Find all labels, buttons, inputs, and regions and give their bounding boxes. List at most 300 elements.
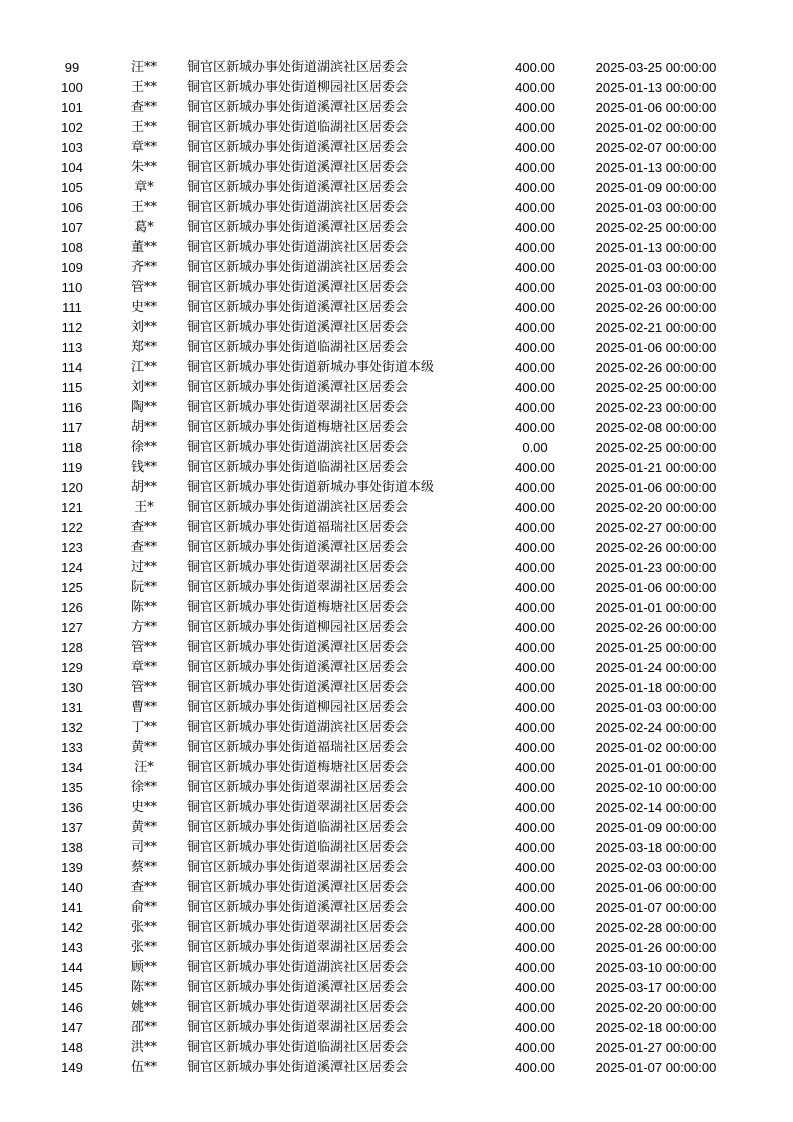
community-committee: 铜官区新城办事处街道柳园社区居委会 xyxy=(187,80,409,95)
recipient-name: 查** xyxy=(130,880,157,895)
amount-value: 400.00 xyxy=(515,180,555,195)
issue-date: 2025-02-25 00:00:00 xyxy=(595,380,717,395)
row-number: 100 xyxy=(61,80,83,95)
recipient-name: 刘** xyxy=(130,320,157,335)
table-row xyxy=(0,658,793,678)
amount-value: 400.00 xyxy=(515,400,555,415)
row-number: 134 xyxy=(61,760,83,775)
community-committee: 铜官区新城办事处街道福瑞社区居委会 xyxy=(187,520,409,535)
community-committee: 铜官区新城办事处街道翠湖社区居委会 xyxy=(187,1020,409,1035)
row-number: 138 xyxy=(61,840,83,855)
table-row xyxy=(0,218,793,238)
issue-date: 2025-02-20 00:00:00 xyxy=(595,500,717,515)
table-row xyxy=(0,298,793,318)
row-number: 149 xyxy=(61,1060,83,1075)
table-row xyxy=(0,358,793,378)
table-row xyxy=(0,398,793,418)
recipient-name: 葛* xyxy=(134,220,154,235)
community-committee: 铜官区新城办事处街道湖滨社区居委会 xyxy=(187,720,409,735)
issue-date: 2025-02-14 00:00:00 xyxy=(595,800,717,815)
community-committee: 铜官区新城办事处街道柳园社区居委会 xyxy=(187,620,409,635)
issue-date: 2025-02-23 00:00:00 xyxy=(595,400,717,415)
recipient-name: 阮** xyxy=(130,580,157,595)
recipient-name: 王** xyxy=(130,120,157,135)
recipient-name: 张** xyxy=(130,940,157,955)
row-number: 113 xyxy=(61,340,83,355)
issue-date: 2025-02-24 00:00:00 xyxy=(595,720,717,735)
row-number: 148 xyxy=(61,1040,83,1055)
community-committee: 铜官区新城办事处街道湖滨社区居委会 xyxy=(187,960,409,975)
row-number: 143 xyxy=(61,940,83,955)
community-committee: 铜官区新城办事处街道湖滨社区居委会 xyxy=(187,240,409,255)
community-committee: 铜官区新城办事处街道湖滨社区居委会 xyxy=(187,60,409,75)
recipient-name: 刘** xyxy=(130,380,157,395)
issue-date: 2025-01-03 00:00:00 xyxy=(595,700,717,715)
community-committee: 铜官区新城办事处街道溪潭社区居委会 xyxy=(187,300,409,315)
issue-date: 2025-01-26 00:00:00 xyxy=(595,940,717,955)
amount-value: 400.00 xyxy=(515,260,555,275)
row-number: 124 xyxy=(61,560,83,575)
table-row xyxy=(0,818,793,838)
community-committee: 铜官区新城办事处街道溪潭社区居委会 xyxy=(187,180,409,195)
amount-value: 400.00 xyxy=(515,600,555,615)
table-row xyxy=(0,998,793,1018)
recipient-name: 管** xyxy=(130,280,157,295)
issue-date: 2025-01-09 00:00:00 xyxy=(595,820,717,835)
issue-date: 2025-01-24 00:00:00 xyxy=(595,660,717,675)
amount-value: 400.00 xyxy=(515,660,555,675)
community-committee: 铜官区新城办事处街道翠湖社区居委会 xyxy=(187,940,409,955)
community-committee: 铜官区新城办事处街道柳园社区居委会 xyxy=(187,700,409,715)
community-committee: 铜官区新城办事处街道溪潭社区居委会 xyxy=(187,660,409,675)
issue-date: 2025-01-01 00:00:00 xyxy=(595,760,717,775)
recipient-name: 章** xyxy=(130,140,157,155)
recipient-name: 过** xyxy=(130,560,157,575)
amount-value: 400.00 xyxy=(515,480,555,495)
amount-value: 400.00 xyxy=(515,540,555,555)
row-number: 126 xyxy=(61,600,83,615)
recipient-name: 胡** xyxy=(130,420,157,435)
table-row xyxy=(0,278,793,298)
row-number: 109 xyxy=(61,260,83,275)
amount-value: 400.00 xyxy=(515,80,555,95)
recipient-name: 胡** xyxy=(130,480,157,495)
community-committee: 铜官区新城办事处街道湖滨社区居委会 xyxy=(187,440,409,455)
community-committee: 铜官区新城办事处街道临湖社区居委会 xyxy=(187,840,409,855)
recipient-name: 董** xyxy=(130,240,157,255)
recipient-name: 姚** xyxy=(130,1000,157,1015)
amount-value: 400.00 xyxy=(515,960,555,975)
table-row xyxy=(0,158,793,178)
community-committee: 铜官区新城办事处街道溪潭社区居委会 xyxy=(187,320,409,335)
amount-value: 400.00 xyxy=(515,320,555,335)
table-row xyxy=(0,138,793,158)
community-committee: 铜官区新城办事处街道湖滨社区居委会 xyxy=(187,500,409,515)
community-committee: 铜官区新城办事处街道溪潭社区居委会 xyxy=(187,280,409,295)
row-number: 128 xyxy=(61,640,83,655)
issue-date: 2025-01-13 00:00:00 xyxy=(595,160,717,175)
community-committee: 铜官区新城办事处街道溪潭社区居委会 xyxy=(187,1060,409,1075)
row-number: 102 xyxy=(61,120,83,135)
amount-value: 400.00 xyxy=(515,700,555,715)
amount-value: 400.00 xyxy=(515,680,555,695)
amount-value: 400.00 xyxy=(515,1060,555,1075)
community-committee: 铜官区新城办事处街道翠湖社区居委会 xyxy=(187,560,409,575)
table-row xyxy=(0,618,793,638)
community-committee: 铜官区新城办事处街道溪潭社区居委会 xyxy=(187,100,409,115)
community-committee: 铜官区新城办事处街道翠湖社区居委会 xyxy=(187,800,409,815)
recipient-name: 司** xyxy=(130,840,157,855)
amount-value: 400.00 xyxy=(515,840,555,855)
community-committee: 铜官区新城办事处街道翠湖社区居委会 xyxy=(187,1000,409,1015)
row-number: 119 xyxy=(61,460,83,475)
row-number: 137 xyxy=(61,820,83,835)
table-row xyxy=(0,678,793,698)
community-committee: 铜官区新城办事处街道湖滨社区居委会 xyxy=(187,200,409,215)
row-number: 131 xyxy=(61,700,83,715)
table-row xyxy=(0,918,793,938)
amount-value: 400.00 xyxy=(515,820,555,835)
recipient-name: 俞** xyxy=(130,900,157,915)
amount-value: 400.00 xyxy=(515,580,555,595)
amount-value: 400.00 xyxy=(515,280,555,295)
issue-date: 2025-01-03 00:00:00 xyxy=(595,260,717,275)
recipient-name: 郑** xyxy=(130,340,157,355)
community-committee: 铜官区新城办事处街道湖滨社区居委会 xyxy=(187,260,409,275)
table-row xyxy=(0,558,793,578)
table-row xyxy=(0,438,793,458)
row-number: 115 xyxy=(61,380,83,395)
amount-value: 400.00 xyxy=(515,240,555,255)
community-committee: 铜官区新城办事处街道溪潭社区居委会 xyxy=(187,640,409,655)
recipient-name: 顾** xyxy=(130,960,157,975)
amount-value: 400.00 xyxy=(515,560,555,575)
issue-date: 2025-01-03 00:00:00 xyxy=(595,280,717,295)
row-number: 116 xyxy=(61,400,83,415)
amount-value: 400.00 xyxy=(515,720,555,735)
table-row xyxy=(0,898,793,918)
amount-value: 400.00 xyxy=(515,500,555,515)
recipient-name: 王** xyxy=(130,200,157,215)
community-committee: 铜官区新城办事处街道梅塘社区居委会 xyxy=(187,420,409,435)
issue-date: 2025-01-07 00:00:00 xyxy=(595,1060,717,1075)
row-number: 132 xyxy=(61,720,83,735)
issue-date: 2025-01-21 00:00:00 xyxy=(595,460,717,475)
community-committee: 铜官区新城办事处街道翠湖社区居委会 xyxy=(187,920,409,935)
row-number: 111 xyxy=(62,300,82,315)
amount-value: 400.00 xyxy=(515,1020,555,1035)
community-committee: 铜官区新城办事处街道溪潭社区居委会 xyxy=(187,380,409,395)
issue-date: 2025-01-06 00:00:00 xyxy=(595,480,717,495)
row-number: 136 xyxy=(61,800,83,815)
issue-date: 2025-02-03 00:00:00 xyxy=(595,860,717,875)
amount-value: 400.00 xyxy=(515,900,555,915)
community-committee: 铜官区新城办事处街道福瑞社区居委会 xyxy=(187,740,409,755)
recipient-name: 方** xyxy=(130,620,157,635)
community-committee: 铜官区新城办事处街道临湖社区居委会 xyxy=(187,340,409,355)
community-committee: 铜官区新城办事处街道临湖社区居委会 xyxy=(187,120,409,135)
amount-value: 400.00 xyxy=(515,200,555,215)
issue-date: 2025-01-13 00:00:00 xyxy=(595,80,717,95)
amount-value: 400.00 xyxy=(515,740,555,755)
recipient-name: 伍** xyxy=(130,1060,157,1075)
recipient-name: 章** xyxy=(130,660,157,675)
recipient-name: 王** xyxy=(130,80,157,95)
recipient-name: 黄** xyxy=(130,820,157,835)
recipient-name: 张** xyxy=(130,920,157,935)
table-row xyxy=(0,578,793,598)
community-committee: 铜官区新城办事处街道溪潭社区居委会 xyxy=(187,680,409,695)
recipient-name: 陈** xyxy=(130,600,157,615)
community-committee: 铜官区新城办事处街道溪潭社区居委会 xyxy=(187,900,409,915)
table-row xyxy=(0,478,793,498)
table-row xyxy=(0,418,793,438)
community-committee: 铜官区新城办事处街道溪潭社区居委会 xyxy=(187,140,409,155)
recipient-name: 曹** xyxy=(130,700,157,715)
table-row xyxy=(0,338,793,358)
community-committee: 铜官区新城办事处街道溪潭社区居委会 xyxy=(187,160,409,175)
issue-date: 2025-02-08 00:00:00 xyxy=(595,420,717,435)
table-row xyxy=(0,238,793,258)
issue-date: 2025-02-27 00:00:00 xyxy=(595,520,717,535)
recipient-name: 江** xyxy=(130,360,157,375)
issue-date: 2025-02-18 00:00:00 xyxy=(595,1020,717,1035)
issue-date: 2025-02-25 00:00:00 xyxy=(595,440,717,455)
table-row xyxy=(0,378,793,398)
issue-date: 2025-01-27 00:00:00 xyxy=(595,1040,717,1055)
table-row xyxy=(0,938,793,958)
table-row xyxy=(0,118,793,138)
amount-value: 400.00 xyxy=(515,520,555,535)
row-number: 110 xyxy=(61,280,83,295)
recipient-name: 章* xyxy=(134,180,154,195)
amount-value: 400.00 xyxy=(515,780,555,795)
issue-date: 2025-01-06 00:00:00 xyxy=(595,880,717,895)
amount-value: 400.00 xyxy=(515,800,555,815)
table-row xyxy=(0,778,793,798)
recipient-name: 陈** xyxy=(130,980,157,995)
issue-date: 2025-01-09 00:00:00 xyxy=(595,180,717,195)
recipient-name: 钱** xyxy=(130,460,157,475)
issue-date: 2025-01-18 00:00:00 xyxy=(595,680,717,695)
amount-value: 400.00 xyxy=(515,980,555,995)
community-committee: 铜官区新城办事处街道翠湖社区居委会 xyxy=(187,780,409,795)
recipient-name: 徐** xyxy=(130,780,157,795)
table-row xyxy=(0,178,793,198)
recipient-name: 管** xyxy=(130,680,157,695)
amount-value: 400.00 xyxy=(515,640,555,655)
row-number: 145 xyxy=(61,980,83,995)
row-number: 122 xyxy=(61,520,83,535)
amount-value: 400.00 xyxy=(515,120,555,135)
amount-value: 400.00 xyxy=(515,860,555,875)
table-row xyxy=(0,718,793,738)
table-row xyxy=(0,758,793,778)
row-number: 104 xyxy=(61,160,83,175)
community-committee: 铜官区新城办事处街道翠湖社区居委会 xyxy=(187,580,409,595)
recipient-name: 邵** xyxy=(130,1020,157,1035)
issue-date: 2025-02-25 00:00:00 xyxy=(595,220,717,235)
community-committee: 铜官区新城办事处街道溪潭社区居委会 xyxy=(187,980,409,995)
table-row xyxy=(0,458,793,478)
issue-date: 2025-01-01 00:00:00 xyxy=(595,600,717,615)
amount-value: 0.00 xyxy=(522,440,548,455)
row-number: 123 xyxy=(61,540,83,555)
issue-date: 2025-01-25 00:00:00 xyxy=(595,640,717,655)
issue-date: 2025-02-26 00:00:00 xyxy=(595,620,717,635)
table-row xyxy=(0,258,793,278)
subsidy-list-table xyxy=(0,58,793,1078)
amount-value: 400.00 xyxy=(515,100,555,115)
issue-date: 2025-03-17 00:00:00 xyxy=(595,980,717,995)
issue-date: 2025-01-02 00:00:00 xyxy=(595,740,717,755)
row-number: 117 xyxy=(61,420,83,435)
recipient-name: 管** xyxy=(130,640,157,655)
table-row xyxy=(0,498,793,518)
issue-date: 2025-02-07 00:00:00 xyxy=(595,140,717,155)
table-row xyxy=(0,1058,793,1078)
community-committee: 铜官区新城办事处街道临湖社区居委会 xyxy=(187,820,409,835)
amount-value: 400.00 xyxy=(515,620,555,635)
amount-value: 400.00 xyxy=(515,420,555,435)
table-row xyxy=(0,858,793,878)
recipient-name: 汪* xyxy=(134,760,154,775)
issue-date: 2025-02-21 00:00:00 xyxy=(595,320,717,335)
amount-value: 400.00 xyxy=(515,300,555,315)
issue-date: 2025-01-03 00:00:00 xyxy=(595,200,717,215)
amount-value: 400.00 xyxy=(515,460,555,475)
table-row xyxy=(0,738,793,758)
issue-date: 2025-03-18 00:00:00 xyxy=(595,840,717,855)
table-row xyxy=(0,798,793,818)
row-number: 121 xyxy=(61,500,83,515)
amount-value: 400.00 xyxy=(515,940,555,955)
row-number: 106 xyxy=(61,200,83,215)
amount-value: 400.00 xyxy=(515,140,555,155)
row-number: 135 xyxy=(61,780,83,795)
community-committee: 铜官区新城办事处街道临湖社区居委会 xyxy=(187,1040,409,1055)
table-row xyxy=(0,198,793,218)
issue-date: 2025-01-07 00:00:00 xyxy=(595,900,717,915)
row-number: 118 xyxy=(61,440,83,455)
issue-date: 2025-03-10 00:00:00 xyxy=(595,960,717,975)
recipient-name: 陶** xyxy=(130,400,157,415)
community-committee: 铜官区新城办事处街道临湖社区居委会 xyxy=(187,460,409,475)
amount-value: 400.00 xyxy=(515,760,555,775)
issue-date: 2025-01-13 00:00:00 xyxy=(595,240,717,255)
amount-value: 400.00 xyxy=(515,60,555,75)
issue-date: 2025-02-26 00:00:00 xyxy=(595,360,717,375)
community-committee: 铜官区新城办事处街道梅塘社区居委会 xyxy=(187,760,409,775)
row-number: 127 xyxy=(61,620,83,635)
table-row xyxy=(0,78,793,98)
recipient-name: 王* xyxy=(134,500,154,515)
row-number: 141 xyxy=(61,900,83,915)
amount-value: 400.00 xyxy=(515,380,555,395)
community-committee: 铜官区新城办事处街道翠湖社区居委会 xyxy=(187,860,409,875)
issue-date: 2025-02-10 00:00:00 xyxy=(595,780,717,795)
amount-value: 400.00 xyxy=(515,1040,555,1055)
issue-date: 2025-01-02 00:00:00 xyxy=(595,120,717,135)
row-number: 105 xyxy=(61,180,83,195)
row-number: 129 xyxy=(61,660,83,675)
recipient-name: 丁** xyxy=(130,720,157,735)
table-row xyxy=(0,598,793,618)
table-row xyxy=(0,1038,793,1058)
amount-value: 400.00 xyxy=(515,360,555,375)
recipient-name: 查** xyxy=(130,540,157,555)
amount-value: 400.00 xyxy=(515,1000,555,1015)
community-committee: 铜官区新城办事处街道翠湖社区居委会 xyxy=(187,400,409,415)
recipient-name: 朱** xyxy=(130,160,157,175)
amount-value: 400.00 xyxy=(515,880,555,895)
row-number: 133 xyxy=(61,740,83,755)
recipient-name: 查** xyxy=(130,100,157,115)
table-row xyxy=(0,978,793,998)
issue-date: 2025-02-26 00:00:00 xyxy=(595,540,717,555)
recipient-name: 查** xyxy=(130,520,157,535)
issue-date: 2025-01-23 00:00:00 xyxy=(595,560,717,575)
issue-date: 2025-03-25 00:00:00 xyxy=(595,60,717,75)
community-committee: 铜官区新城办事处街道溪潭社区居委会 xyxy=(187,220,409,235)
table-row xyxy=(0,1018,793,1038)
row-number: 120 xyxy=(61,480,83,495)
amount-value: 400.00 xyxy=(515,160,555,175)
row-number: 142 xyxy=(61,920,83,935)
community-committee: 铜官区新城办事处街道新城办事处街道本级 xyxy=(187,480,435,495)
community-committee: 铜官区新城办事处街道溪潭社区居委会 xyxy=(187,880,409,895)
row-number: 139 xyxy=(61,860,83,875)
row-number: 140 xyxy=(61,880,83,895)
row-number: 103 xyxy=(61,140,83,155)
row-number: 101 xyxy=(61,100,83,115)
recipient-name: 黄** xyxy=(130,740,157,755)
recipient-name: 蔡** xyxy=(130,860,157,875)
table-row xyxy=(0,958,793,978)
recipient-name: 徐** xyxy=(130,440,157,455)
table-row xyxy=(0,58,793,78)
table-row xyxy=(0,318,793,338)
row-number: 112 xyxy=(61,320,83,335)
recipient-name: 汪** xyxy=(130,60,157,75)
recipient-name: 史** xyxy=(130,800,157,815)
row-number: 130 xyxy=(61,680,83,695)
issue-date: 2025-02-28 00:00:00 xyxy=(595,920,717,935)
row-number: 125 xyxy=(61,580,83,595)
table-row xyxy=(0,638,793,658)
community-committee: 铜官区新城办事处街道梅塘社区居委会 xyxy=(187,600,409,615)
community-committee: 铜官区新城办事处街道新城办事处街道本级 xyxy=(187,360,435,375)
table-row xyxy=(0,98,793,118)
issue-date: 2025-01-06 00:00:00 xyxy=(595,100,717,115)
row-number: 99 xyxy=(64,60,80,75)
issue-date: 2025-01-06 00:00:00 xyxy=(595,580,717,595)
community-committee: 铜官区新城办事处街道溪潭社区居委会 xyxy=(187,540,409,555)
recipient-name: 齐** xyxy=(130,260,157,275)
table-row xyxy=(0,878,793,898)
row-number: 107 xyxy=(61,220,83,235)
row-number: 114 xyxy=(61,360,83,375)
recipient-name: 洪** xyxy=(130,1040,157,1055)
amount-value: 400.00 xyxy=(515,220,555,235)
amount-value: 400.00 xyxy=(515,920,555,935)
row-number: 108 xyxy=(61,240,83,255)
amount-value: 400.00 xyxy=(515,340,555,355)
table-row xyxy=(0,538,793,558)
table-row xyxy=(0,518,793,538)
issue-date: 2025-02-26 00:00:00 xyxy=(595,300,717,315)
row-number: 146 xyxy=(61,1000,83,1015)
